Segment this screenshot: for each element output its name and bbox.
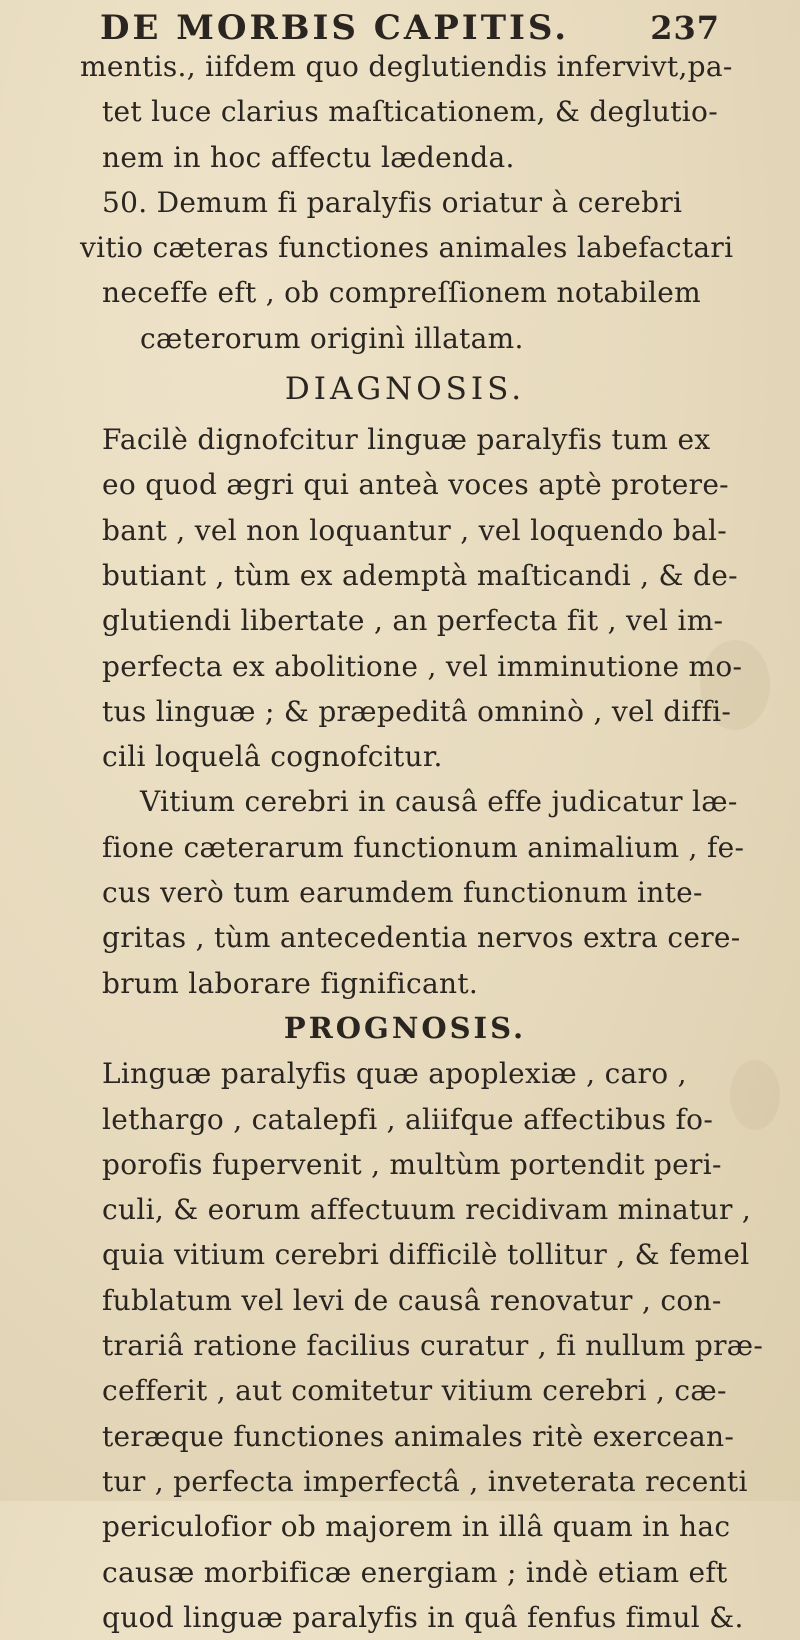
text-line: cæterorum originì illatam. <box>140 321 524 355</box>
text-line: cefferit , aut comitetur vitium cerebri , cæ- <box>102 1374 727 1408</box>
text-line: lethargo , catalepfi , aliifque affectibus fo- <box>102 1102 714 1136</box>
text-line: tet luce clarius maſticationem, & deglutio- <box>102 95 718 129</box>
text-line: tur , perfecta imperfectâ , inveterata recenti <box>102 1464 748 1498</box>
text-line: causæ morbificæ energiam ; indè etiam eft <box>102 1555 728 1589</box>
text-line: quia vitium cerebri difficilè tollitur , & femel <box>102 1238 750 1272</box>
text-line: neceffe eft , ob compreſſionem notabilem <box>102 276 701 310</box>
text-line: bant , vel non loquantur , vel loquendo bal- <box>102 513 728 547</box>
text-line: Facilè dignofcitur linguæ paralyfis tum ex <box>102 423 711 457</box>
text-line: Linguæ paralyfis quæ apoplexiæ , caro , <box>102 1057 687 1091</box>
text-line: cili loquelâ cognofcitur. <box>102 740 443 774</box>
text-line: mentis., iifdem quo deglutiendis infervivt,pa- <box>80 50 733 83</box>
text-line: perfecta ex abolitione , vel imminutione mo- <box>102 649 743 683</box>
text-line: cus verò tum earumdem functionum inte- <box>102 876 703 910</box>
text-line: culi, & eorum affectuum recidivam minatur , <box>102 1193 752 1227</box>
running-header <box>100 8 720 48</box>
section-heading-prognosis: PROGNOSIS. <box>283 1010 527 1045</box>
page-number: 237 <box>650 9 720 47</box>
text-line: 50. Demum fi paralyfis oriatur à cerebri <box>102 185 683 219</box>
text-line: periculofior ob majorem in illâ quam in hac <box>102 1510 731 1544</box>
text-line: brum laborare fignificant. <box>102 966 479 1000</box>
text-line: Vitium cerebri in causâ effe judicatur læ- <box>140 785 738 819</box>
text-line: trariâ ratione facilius curatur , fi nullum præ- <box>102 1329 764 1363</box>
section-heading-diagnosis: DIAGNOSIS. <box>284 371 526 408</box>
running-title: DE MORBIS CAPITIS. <box>100 8 570 48</box>
paper-stain <box>730 1060 780 1130</box>
text-line: tus linguæ ; & præpeditâ omninò , vel diffi- <box>102 694 732 728</box>
text-line: quod linguæ paralyfis in quâ fenfus fimul &. <box>102 1600 744 1634</box>
section-intro <box>80 44 764 1640</box>
text-line: glutiendi libertate , an perfecta fit , vel im- <box>102 604 724 638</box>
text-line: butiant , tùm ex ademptà maſticandi , & de- <box>102 558 738 592</box>
text-line: nem in hoc affectu lædenda. <box>102 140 515 174</box>
text-line: fublatum vel levi de causâ renovatur , con- <box>102 1283 722 1317</box>
text-line: eo quod ægri qui anteà voces aptè protere- <box>102 468 729 502</box>
text-line: gritas , tùm antecedentia nervos extra cere- <box>102 921 741 955</box>
text-line: vitio cæteras functiones animales labefactari <box>80 231 734 265</box>
text-line: porofis fupervenit , multùm portendit peri- <box>102 1147 722 1181</box>
text-line: teræque functiones animales ritè exercean- <box>102 1419 735 1453</box>
text-line: fione cæterarum functionum animalium , fe- <box>102 830 745 864</box>
